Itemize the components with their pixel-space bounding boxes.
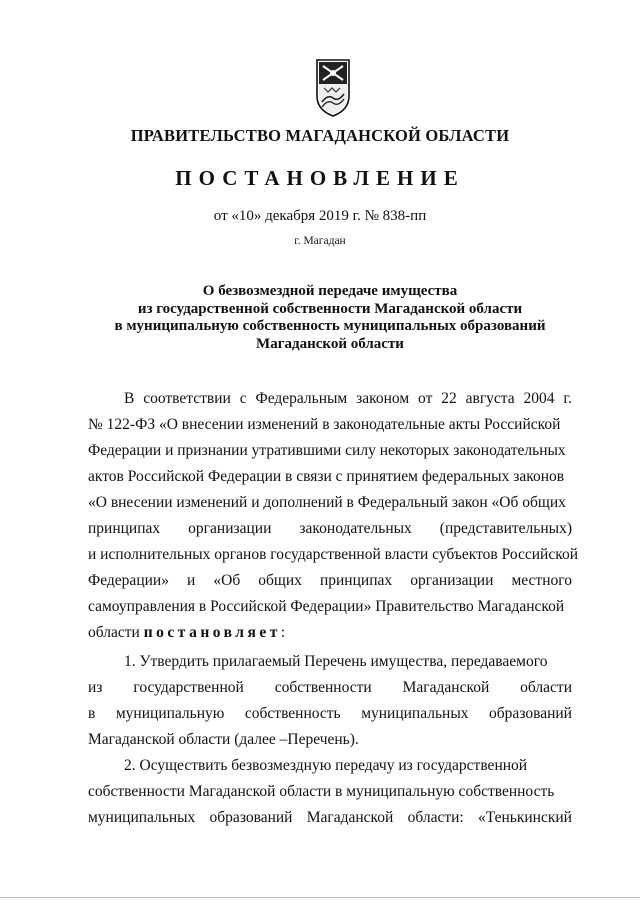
paragraph-1-line-9: самоуправления в Российской Федерации» Правительство Магаданской <box>88 598 565 615</box>
paragraph-3-line-1: 2. Осуществить безвозмездную передачу из государственной <box>124 757 528 774</box>
paragraph-1-line-1: В соответствии с Федеральным законом от 22 августа 2004 г. <box>124 390 572 407</box>
paragraph-1-line-7: и исполнительных органов государственной власти субъектов Российской <box>88 546 579 563</box>
paragraph-1-line-3: Федерации и признании утратившими силу некоторых законодательных <box>88 442 566 459</box>
paragraph-2-line-3: в муниципальную собственность муниципальных образований <box>88 705 572 722</box>
paragraph-1-line-8: Федерации» и «Об общих принципах организации местного <box>88 572 572 589</box>
paragraph-1-line-5: «О внесении изменений и дополнений в Федеральный закон «Об общих <box>88 494 566 511</box>
paragraph-1-line-2: № 122-ФЗ «О внесении изменений в законодательные акты Российской <box>88 416 561 433</box>
resolves-keyword: постановляет <box>143 624 281 641</box>
paragraph-3-line-2: собственности Магаданской области в муниципальную собственность <box>88 783 555 800</box>
document-city: г. Магадан <box>294 235 346 247</box>
subject-line: Магаданской области <box>256 335 404 352</box>
paragraph-3-line-3: муниципальных образований Магаданской области: «Тенькинский <box>88 809 572 826</box>
paragraph-2-line-2: из государственной собственности Магаданской области <box>88 679 572 696</box>
paragraph-2-line-1: 1. Утвердить прилагаемый Перечень имущества, передаваемого <box>124 653 548 670</box>
scan-edge-divider <box>0 897 640 898</box>
document-type: ПОСТАНОВЛЕНИЕ <box>175 166 465 190</box>
subject-line: в муниципальную собственность муниципальных образований <box>114 318 546 334</box>
paragraph-1-line-4: актов Российской Федерации в связи с принятием федеральных законов <box>88 468 565 485</box>
government-title: ПРАВИТЕЛЬСТВО МАГАДАНСКОЙ ОБЛАСТИ <box>130 126 510 145</box>
document-subject <box>90 283 570 353</box>
document-date-number: от «10» декабря 2019 г. № 838-пп <box>213 208 427 224</box>
magadan-coat-of-arms-icon <box>314 58 352 118</box>
paragraph-2-line-4: Магаданской области (далее –Перечень). <box>88 731 359 748</box>
paragraph-1-line-6: принципах организации законодательных (представительных) <box>88 520 572 537</box>
paragraph-1-line-10: области постановляет: <box>88 624 286 641</box>
subject-line: О безвозмездной передаче имущества <box>202 283 458 299</box>
subject-line: из государственной собственности Магаданской области <box>137 300 523 317</box>
